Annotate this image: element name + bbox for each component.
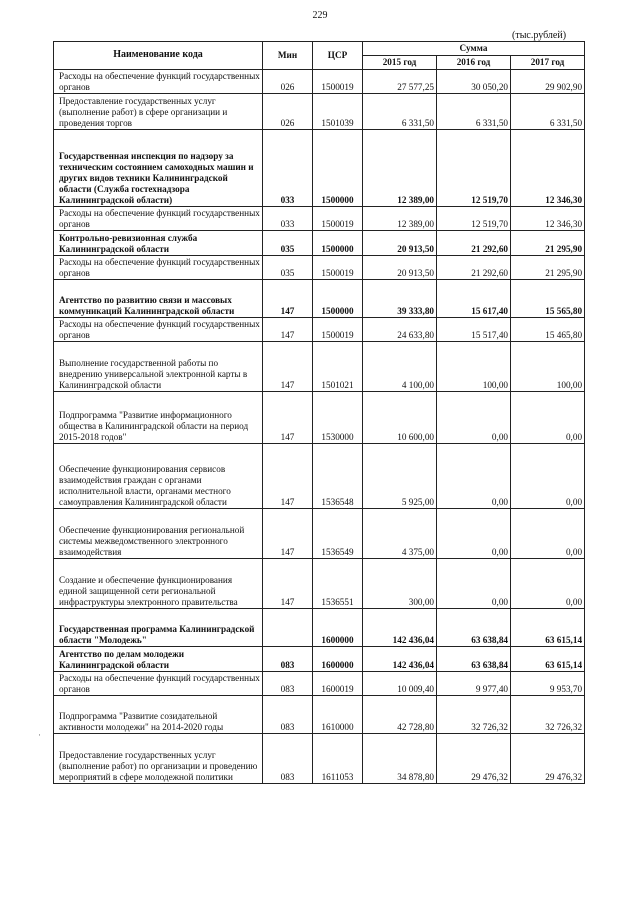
table-row	[54, 341, 585, 391]
row-2015: 10 009,40	[363, 671, 437, 695]
row-2015: 20 913,50	[363, 230, 437, 255]
row-2015: 5 925,00	[363, 443, 437, 508]
row-name: Подпрограмма "Развитие созидательной активности молодежи" на 2014-2020 годы	[54, 695, 263, 733]
row-2016: 12 519,70	[437, 129, 511, 206]
table-row	[54, 646, 585, 671]
table-row	[54, 391, 585, 443]
row-2015: 24 633,80	[363, 317, 437, 341]
row-2017: 6 331,50	[511, 93, 585, 129]
row-name: Подпрограмма "Развитие информационного общества в Калининградской области на период 2015-2018 годов"	[54, 391, 263, 443]
row-name: Создание и обеспечение функционирования единой защищенной сети региональной инфраструктуры электронного правительства	[54, 558, 263, 608]
row-2017: 9 953,70	[511, 671, 585, 695]
header-2017: 2017 год	[511, 55, 585, 69]
margin-dot: ·	[38, 730, 41, 740]
table-row	[54, 317, 585, 341]
row-2017: 63 615,14	[511, 608, 585, 646]
row-min: 083	[263, 695, 313, 733]
row-name: Расходы на обеспечение функций государственных органов	[54, 317, 263, 341]
row-csr: 1501039	[313, 93, 363, 129]
row-name: Обеспечение функционирования сервисов взаимодействия граждан с органами исполнительной власти, органами местного самоуправления Калининградской области	[54, 443, 263, 508]
row-2017: 0,00	[511, 558, 585, 608]
header-name: Наименование кода	[54, 42, 263, 70]
row-2016: 15 617,40	[437, 279, 511, 317]
row-2017: 29 902,90	[511, 69, 585, 93]
table-row	[54, 733, 585, 783]
row-2016: 0,00	[437, 443, 511, 508]
row-2015: 12 389,00	[363, 206, 437, 230]
row-2017: 15 465,80	[511, 317, 585, 341]
row-2015: 42 728,80	[363, 695, 437, 733]
row-min	[263, 608, 313, 646]
row-csr: 1536549	[313, 508, 363, 558]
row-csr: 1611053	[313, 733, 363, 783]
row-name: Государственная инспекция по надзору за техническим состоянием самоходных машин и других видов техники Калининградской области (Служба гостехнадзора Калининградской области)	[54, 129, 263, 206]
header-2015: 2015 год	[363, 55, 437, 69]
row-2016: 9 977,40	[437, 671, 511, 695]
row-csr: 1600000	[313, 608, 363, 646]
row-2016: 100,00	[437, 341, 511, 391]
row-csr: 1500019	[313, 317, 363, 341]
row-csr: 1500019	[313, 255, 363, 279]
row-csr: 1536548	[313, 443, 363, 508]
row-csr: 1500000	[313, 230, 363, 255]
row-csr: 1500019	[313, 206, 363, 230]
table-row	[54, 255, 585, 279]
row-2017: 21 295,90	[511, 255, 585, 279]
row-csr: 1500019	[313, 69, 363, 93]
row-2015: 300,00	[363, 558, 437, 608]
row-name: Контрольно-ревизионная служба Калининградской области	[54, 230, 263, 255]
row-min: 147	[263, 443, 313, 508]
row-name: Агентство по делам молодежи Калининградской области	[54, 646, 263, 671]
table-row	[54, 93, 585, 129]
row-csr: 1501021	[313, 341, 363, 391]
row-name: Предоставление государственных услуг (выполнение работ) в сфере организации и проведения торгов	[54, 93, 263, 129]
row-2016: 30 050,20	[437, 69, 511, 93]
row-min: 083	[263, 646, 313, 671]
row-2015: 142 436,04	[363, 608, 437, 646]
row-min: 083	[263, 733, 313, 783]
row-min: 147	[263, 341, 313, 391]
row-min: 147	[263, 317, 313, 341]
row-min: 026	[263, 69, 313, 93]
row-2015: 34 878,80	[363, 733, 437, 783]
row-name: Государственная программа Калининградской области "Молодежь"	[54, 608, 263, 646]
row-2017: 32 726,32	[511, 695, 585, 733]
budget-table	[53, 41, 585, 784]
row-2016: 63 638,84	[437, 646, 511, 671]
row-2016: 21 292,60	[437, 255, 511, 279]
table-row	[54, 558, 585, 608]
row-min: 033	[263, 206, 313, 230]
row-2015: 10 600,00	[363, 391, 437, 443]
row-2017: 0,00	[511, 443, 585, 508]
row-2016: 15 517,40	[437, 317, 511, 341]
row-min: 033	[263, 129, 313, 206]
table-row	[54, 671, 585, 695]
row-2015: 27 577,25	[363, 69, 437, 93]
row-name: Расходы на обеспечение функций государственных органов	[54, 671, 263, 695]
row-name: Расходы на обеспечение функций государственных органов	[54, 206, 263, 230]
row-2017: 12 346,30	[511, 129, 585, 206]
header-csr: ЦСР	[313, 42, 363, 70]
row-2016: 6 331,50	[437, 93, 511, 129]
table-row	[54, 695, 585, 733]
row-min: 147	[263, 508, 313, 558]
row-name: Расходы на обеспечение функций государственных органов	[54, 69, 263, 93]
row-2015: 4 375,00	[363, 508, 437, 558]
row-2015: 20 913,50	[363, 255, 437, 279]
row-2016: 0,00	[437, 508, 511, 558]
row-2017: 63 615,14	[511, 646, 585, 671]
row-2015: 6 331,50	[363, 93, 437, 129]
row-2017: 15 565,80	[511, 279, 585, 317]
row-2015: 12 389,00	[363, 129, 437, 206]
row-2017: 100,00	[511, 341, 585, 391]
table-row	[54, 129, 585, 206]
row-2016: 32 726,32	[437, 695, 511, 733]
row-2015: 142 436,04	[363, 646, 437, 671]
row-min: 147	[263, 558, 313, 608]
row-2016: 29 476,32	[437, 733, 511, 783]
row-2017: 0,00	[511, 508, 585, 558]
table-row	[54, 443, 585, 508]
row-2016: 0,00	[437, 391, 511, 443]
row-min: 147	[263, 279, 313, 317]
row-2017: 12 346,30	[511, 206, 585, 230]
row-2016: 21 292,60	[437, 230, 511, 255]
row-2016: 0,00	[437, 558, 511, 608]
table-row	[54, 508, 585, 558]
row-name: Предоставление государственных услуг (выполнение работ) по организации и проведению мероприятий в сфере молодежной политики	[54, 733, 263, 783]
row-csr: 1600000	[313, 646, 363, 671]
row-csr: 1610000	[313, 695, 363, 733]
row-2015: 4 100,00	[363, 341, 437, 391]
page-number: 229	[312, 10, 328, 21]
row-csr: 1500000	[313, 129, 363, 206]
header-sum: Сумма	[363, 42, 585, 56]
table-row	[54, 230, 585, 255]
table-row	[54, 279, 585, 317]
row-csr: 1536551	[313, 558, 363, 608]
row-min: 035	[263, 230, 313, 255]
table-body	[54, 69, 585, 783]
row-2016: 63 638,84	[437, 608, 511, 646]
row-2017: 21 295,90	[511, 230, 585, 255]
row-name: Обеспечение функционирования региональной системы межведомственного электронного взаимодействия	[54, 508, 263, 558]
row-csr: 1600019	[313, 671, 363, 695]
row-min: 026	[263, 93, 313, 129]
row-min: 035	[263, 255, 313, 279]
header-2016: 2016 год	[437, 55, 511, 69]
header-min: Мин	[263, 42, 313, 70]
table-row	[54, 608, 585, 646]
row-min: 083	[263, 671, 313, 695]
row-name: Агентство по развитию связи и массовых коммуникаций Калининградской области	[54, 279, 263, 317]
unit-note: (тыс.рублей)	[512, 30, 567, 41]
row-name: Расходы на обеспечение функций государственных органов	[54, 255, 263, 279]
row-name: Выполнение государственной работы по внедрению универсальной электронной карты в Калининградской области	[54, 341, 263, 391]
row-2017: 0,00	[511, 391, 585, 443]
row-csr: 1530000	[313, 391, 363, 443]
row-2016: 12 519,70	[437, 206, 511, 230]
table-row	[54, 206, 585, 230]
table-row	[54, 69, 585, 93]
row-2017: 29 476,32	[511, 733, 585, 783]
row-min: 147	[263, 391, 313, 443]
row-2015: 39 333,80	[363, 279, 437, 317]
row-csr: 1500000	[313, 279, 363, 317]
